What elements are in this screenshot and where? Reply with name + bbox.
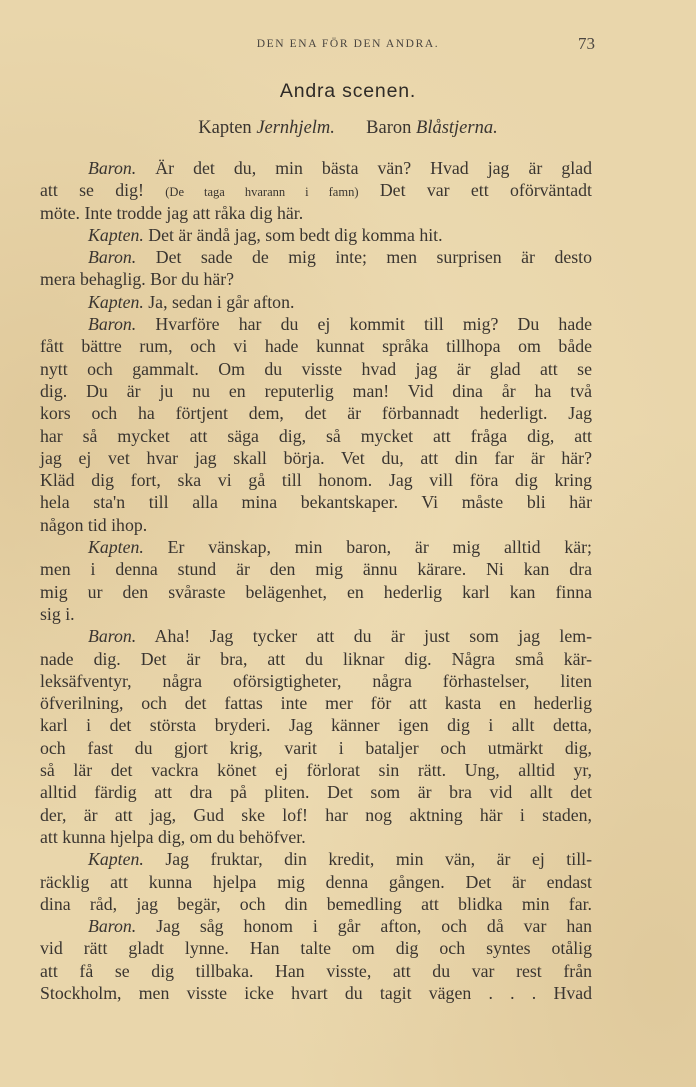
text-line: Baron. Är det du, min bästa vän? Hvad jag är glad: [88, 158, 592, 178]
running-head: [0, 36, 696, 56]
text-line: men i denna stund är den mig ännu kärare. Ni kan dra: [40, 559, 592, 580]
text-line: mig ur den svåraste belägenhet, en hederlig karl kan finna: [40, 581, 592, 602]
text-line: Stockholm, men visste icke hvart du tagit vägen . . . Hvad: [40, 982, 592, 1003]
speaker-name: Baron.: [88, 626, 137, 647]
cast-role-baron: Baron: [366, 118, 412, 138]
page-number: 73: [578, 34, 595, 53]
speaker-name: Baron.: [88, 916, 137, 937]
speaker-name: Kapten.: [88, 224, 144, 245]
text-line: dina råd, jag begär, och din bemedling att blidka min far.: [40, 893, 592, 914]
cast-list: [0, 118, 696, 139]
text-line: att kunna hjelpa dig, om du behöfver.: [40, 826, 306, 847]
speaker-name: Baron.: [88, 158, 137, 178]
text-line: har så mycket att säga dig, så mycket att fråga dig, att: [40, 425, 592, 446]
text-line: karl i det största bryderi. Jag känner igen dig i allt detta,: [40, 715, 592, 736]
text-line: så lär det vackra könet ej förlorat sin rätt. Ung, alltid yr,: [40, 760, 592, 781]
text-line: Baron. Hvarföre har du ej kommit till mig? Du hade: [88, 314, 592, 335]
text-line: Baron. Det sade de mig inte; men surprisen är desto: [88, 247, 592, 268]
text-line: att se dig! (De taga hvarann i famn) Det var ett oförväntadt: [40, 180, 592, 201]
speaker-name: Baron.: [88, 247, 137, 268]
text-line: Kapten. Ja, sedan i går afton.: [88, 291, 295, 312]
text-line: fått bättre rum, och vi hade kunnat språka tillhopa om både: [40, 336, 592, 357]
dialogue-text: [40, 157, 592, 1004]
text-line: nade dig. Det är bra, att du liknar dig. Några små kär-: [40, 648, 592, 669]
text-line: nytt och gammalt. Om du visste hvad jag är glad att se: [40, 358, 592, 379]
text-line: leksäfventyr, några oförsigtigheter, några förhastelser, liten: [40, 670, 592, 691]
text-line: öfverilning, och det fattas inte mer för att kasta en hederlig: [40, 693, 592, 714]
cast-role-captain: Kapten: [198, 118, 252, 138]
stage-direction: (De taga hvarann i famn): [165, 185, 359, 200]
text-line: möte. Inte trodde jag att råka dig här.: [40, 202, 304, 223]
text-line: der, är att jag, Gud ske lof! har nog aktning här i staden,: [40, 804, 592, 825]
text-line: och fast du gjort krig, varit i bataljer och utmärkt dig,: [40, 737, 592, 758]
text-line: hela sta'n till alla mina bekantskaper. Vi måste bli här: [40, 492, 592, 513]
cast-name-blastjerna: Blåstjerna.: [416, 118, 498, 138]
text-line: Kläd dig fort, ska vi gå till honom. Jag vill föra dig kring: [40, 470, 592, 491]
cast-name-jernhjelm: Jernhjelm.: [256, 118, 335, 138]
text-line: kors och ha förtjent dem, det är förbannadt hederligt. Jag: [40, 403, 592, 424]
text-line: att få se dig tillbaka. Han visste, att du var rest från: [40, 960, 592, 981]
text-line: Baron. Aha! Jag tycker att du är just som jag lem-: [88, 626, 592, 647]
text-line: räcklig att kunna hjelpa mig denna gången. Det är endast: [40, 871, 592, 892]
text-line: sig i.: [40, 603, 75, 624]
text-line: Kapten. Det är ändå jag, som bedt dig komma hit.: [88, 224, 443, 245]
text-line: alltid färdig att dra på pliten. Det som är bra vid allt det: [40, 782, 592, 803]
text-line: dig. Du är ju nu en reputerlig man! Vid dina år ha två: [40, 380, 592, 401]
text-line: Kapten. Er vänskap, min baron, är mig alltid kär;: [88, 537, 592, 558]
speaker-name: Kapten.: [88, 291, 144, 312]
text-line: mera behaglig. Bor du här?: [40, 269, 235, 290]
scene-title: Andra scenen.: [279, 80, 417, 102]
running-title: DEN ENA FÖR DEN ANDRA.: [256, 38, 440, 50]
text-line: Baron. Jag såg honom i går afton, och då var han: [88, 916, 592, 937]
text-line: Kapten. Jag fruktar, din kredit, min vän, är ej till-: [88, 849, 592, 870]
speaker-name: Kapten.: [88, 537, 144, 558]
text-line: vid rätt gladt lynne. Han talte om dig och syntes otålig: [40, 938, 592, 959]
speaker-name: Baron.: [88, 314, 137, 335]
speaker-name: Kapten.: [88, 849, 144, 870]
text-line: jag ej vet hvar jag skall börja. Vet du, att din far är här?: [40, 447, 592, 468]
text-line: någon tid ihop.: [40, 514, 148, 535]
